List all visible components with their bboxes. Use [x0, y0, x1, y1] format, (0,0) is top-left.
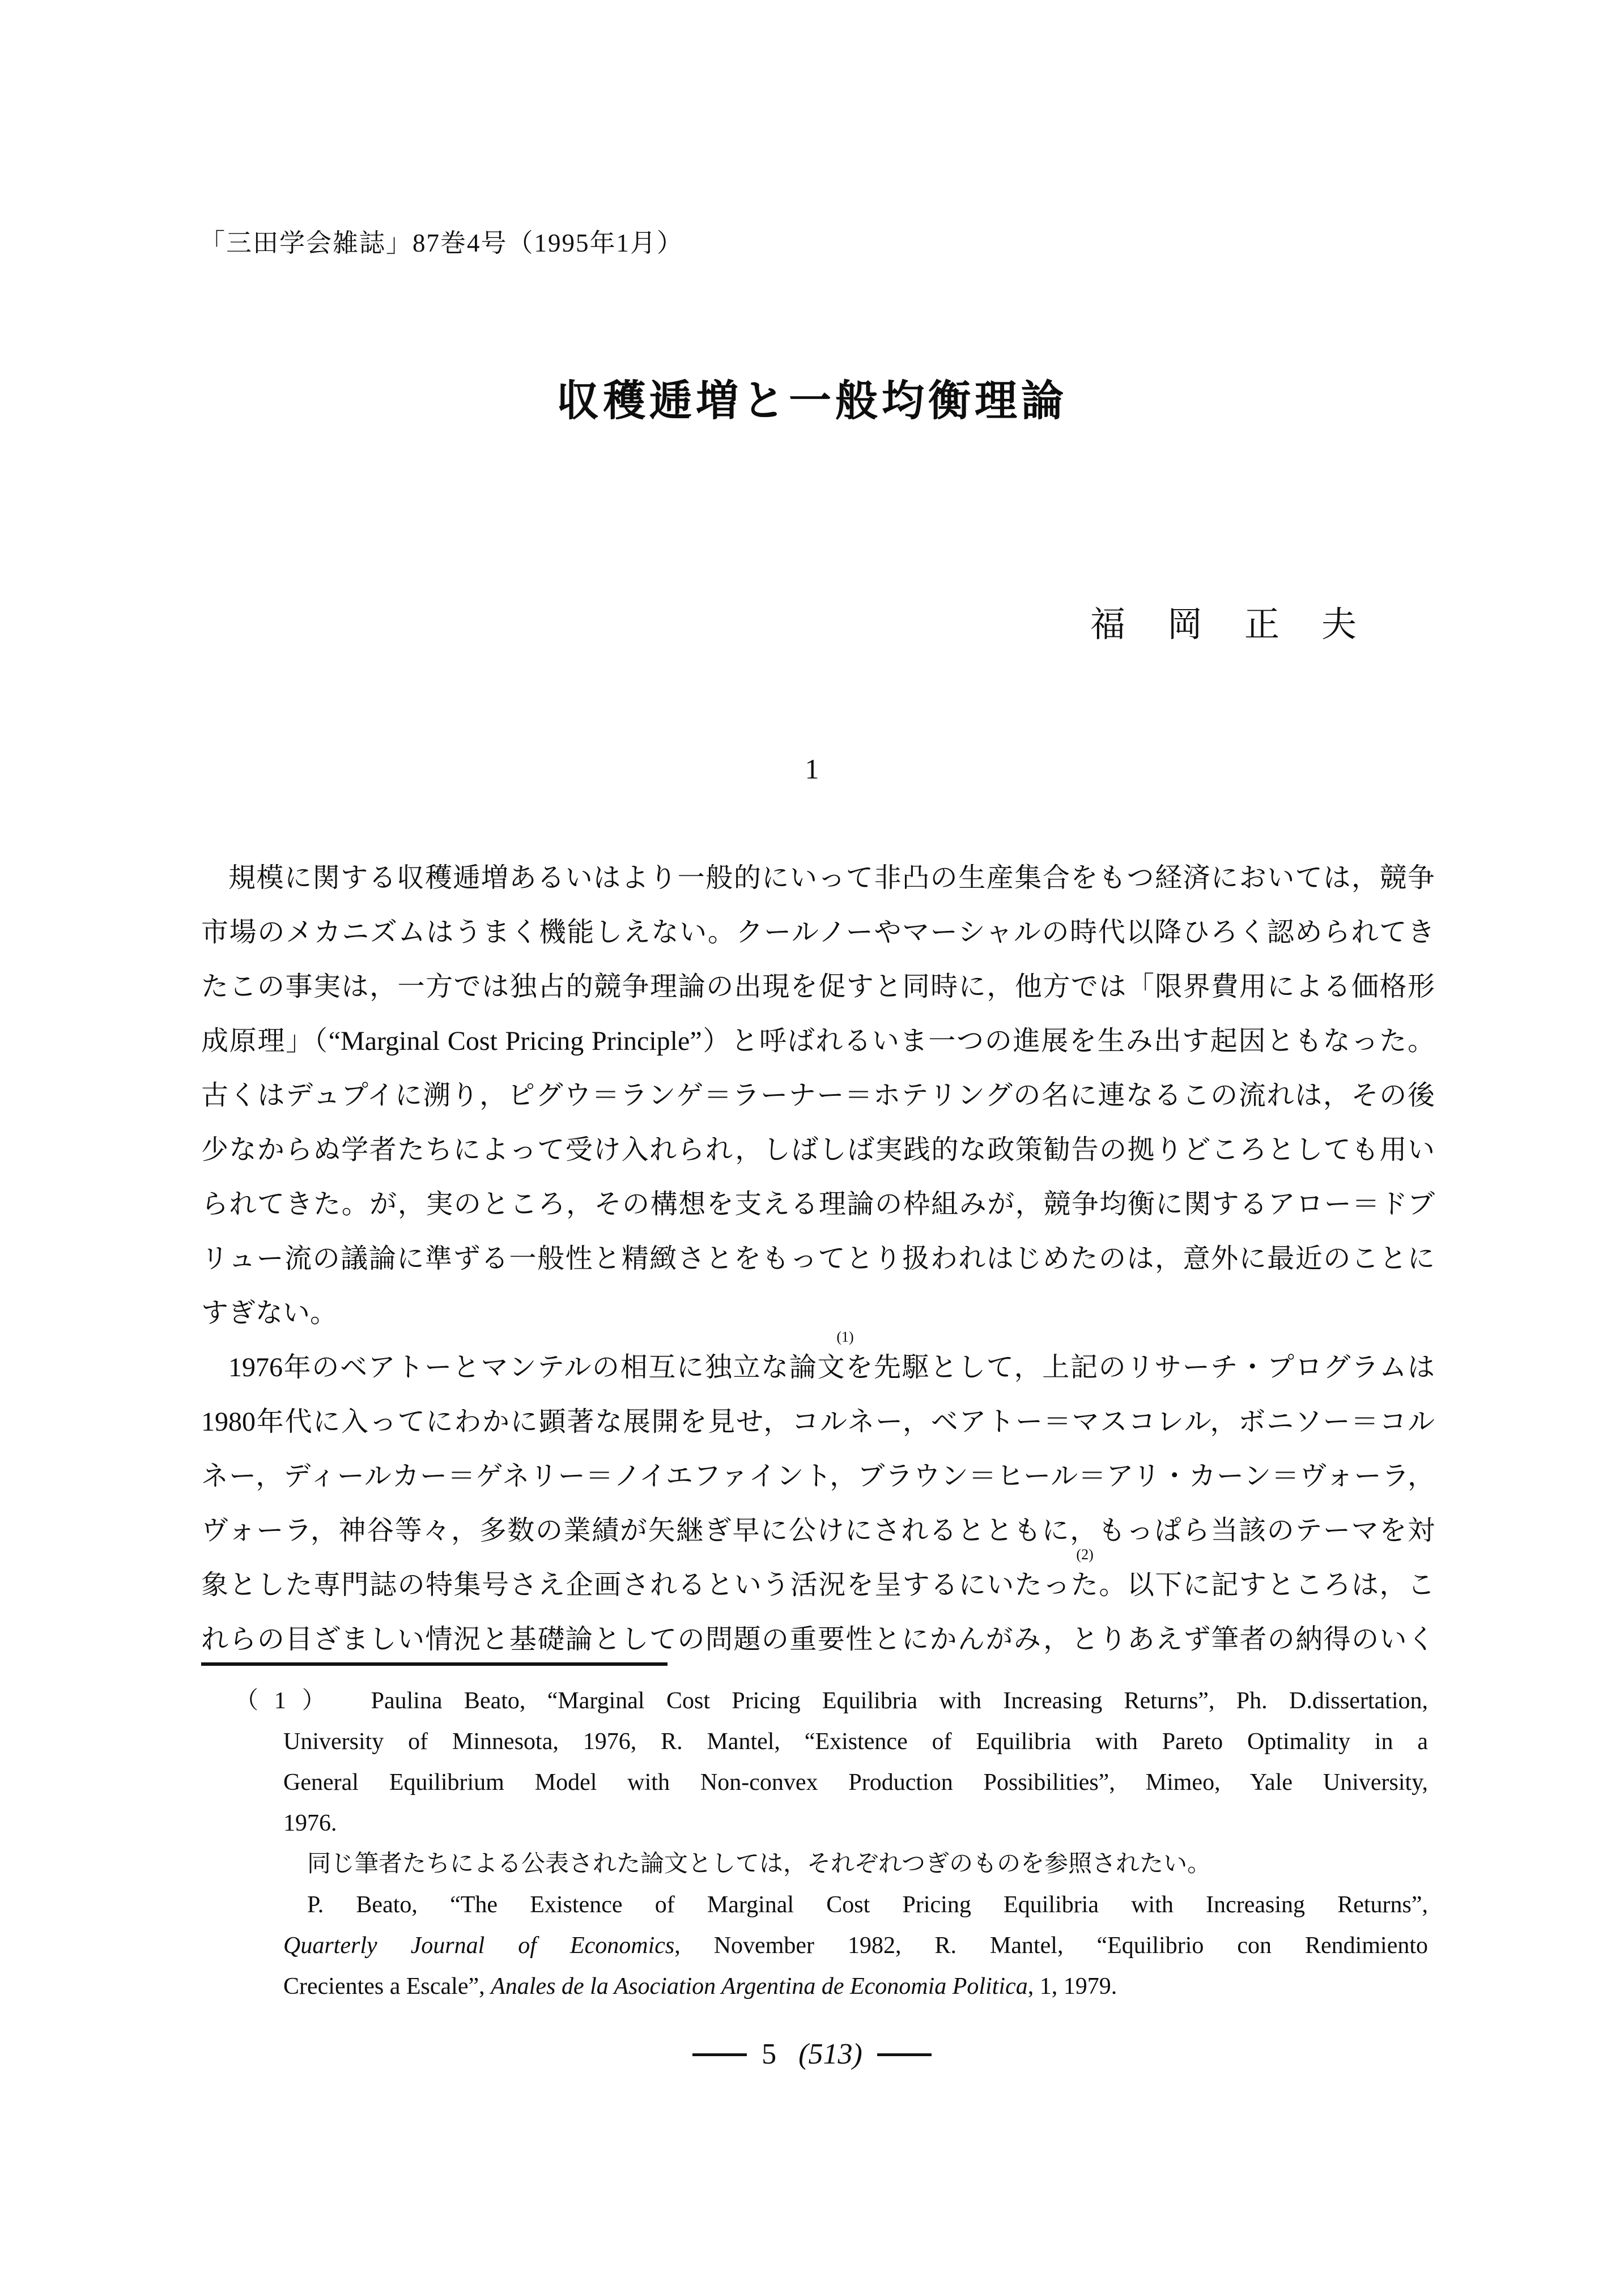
- body-line: られてきた。が，実のところ，その構想を支える理論の枠組みが，競争均衡に関するアロー＝ドブ: [201, 1189, 1435, 1219]
- body-line: すぎない。: [201, 1298, 338, 1328]
- section-number: 1: [805, 753, 819, 785]
- footnote-number-label: （1）: [235, 1688, 342, 1714]
- footnote-line: University of Minnesota, 1976, R. Mantel, “Existence of Equilibria with Pareto Optimality in a: [283, 1729, 1428, 1755]
- footnote-ref-2-base: た: [1070, 1570, 1099, 1600]
- footnote-line: 1976.: [283, 1810, 337, 1836]
- body-line: 成原理」（“Marginal Cost Pricing Principle”）と呼ばれるいま一つの進展を生み出す起因ともなった。: [201, 1026, 1435, 1056]
- footnote-separator-rule: [201, 1662, 668, 1666]
- footnote-ref-1: (1): [836, 1329, 854, 1345]
- journal-title-italic: Anales de la Asociation Argentina de Economia Politica: [491, 1973, 1028, 2000]
- body-line: [201, 1546, 1435, 1613]
- body-line: 古くはデュプイに溯り，ピグウ＝ランゲ＝ラーナー＝ホテリングの名に連なるこの流れは，その後: [201, 1080, 1435, 1111]
- footnote-text: , November 1982, R. Mantel, “Equilibrio con Rendimiento: [674, 1933, 1429, 1959]
- footnote-line: General Equilibrium Model with Non-convex Production Possibilities”, Mimeo, Yale University,: [283, 1769, 1428, 1796]
- body-line-text: 。以下に記すところは，こ: [1099, 1570, 1435, 1600]
- footnote-line: P. Beato, “The Existence of Marginal Cost Pricing Equilibria with Increasing Returns”,: [307, 1892, 1428, 1918]
- body-line: 規模に関する収穫逓増あるいはより一般的にいって非凸の生産集合をもつ経済においては，競争: [228, 863, 1435, 893]
- footnote-line: 同じ筆者たちによる公表された論文としては，それぞれつぎのものを参照されたい。: [307, 1851, 1211, 1877]
- footnotes-block: [235, 1681, 1429, 2007]
- footnote-text: Crecientes a Escale”,: [283, 1973, 491, 2000]
- body-line-text: 1976年のベアトーとマンテルの相互に独立な論: [228, 1352, 818, 1382]
- body-line: たこの事実は，一方では独占的競争理論の出現を促すと同時に，他方では「限界費用による価格形: [201, 972, 1435, 1002]
- footnote-ref-2: (2): [1076, 1546, 1094, 1563]
- body-paragraphs: [201, 851, 1435, 1667]
- body-line-text: を先駆として，上記のリサーチ・プログラムは: [845, 1352, 1435, 1382]
- body-line: リュー流の議論に準ずる一般性と精緻さとをもってとり扱われはじめたのは，意外に最近のことに: [201, 1244, 1435, 1274]
- footnote-text: , 1, 1979.: [1027, 1973, 1117, 2000]
- footnote-line: [235, 1681, 1428, 1721]
- footnote-ref-1-base: 文: [817, 1352, 846, 1382]
- author-name: 福 岡 正 夫: [1090, 606, 1360, 644]
- journal-title-italic: Quarterly Journal of Economics: [283, 1933, 675, 1959]
- footnote-text: Paulina Beato, “Marginal Cost Pricing Equilibria with Increasing Returns”, Ph. D.dissertation,: [371, 1688, 1428, 1714]
- page-title: 収穫逓増と一般均衡理論: [556, 378, 1068, 425]
- body-line-text: 象とした専門誌の特集号さえ企画されるという活況を呈するにいたっ: [201, 1570, 1071, 1600]
- footer-rule-left: [692, 2053, 747, 2056]
- journal-header: 「三田学会雑誌」87巻4号（1995年1月）: [199, 229, 684, 257]
- body-line: れらの目ざましい情況と基礎論としての問題の重要性とにかんがみ，とりあえず筆者の納得のいく: [201, 1624, 1435, 1654]
- body-line: [201, 1329, 1435, 1395]
- body-line: 1980年代に入ってにわかに顕著な展開を見せ，コルネー，ベアトー＝マスコレル，ボニソー＝コル: [201, 1407, 1435, 1437]
- footnote-line: [283, 1966, 1428, 2007]
- footnote-ref-2-anchor: [1070, 1546, 1099, 1600]
- footnote-ref-1-anchor: [817, 1329, 854, 1382]
- footnote-line: [283, 1925, 1428, 1966]
- page-footer: [0, 2037, 1624, 2071]
- body-line: 少なからぬ学者たちによって受け入れられ，しばしば実践的な政策勧告の拠りどころとしても用い: [201, 1135, 1435, 1165]
- page-number: 5: [762, 2038, 777, 2070]
- footer-rule-right: [877, 2053, 932, 2056]
- running-page-number: (513): [798, 2038, 862, 2070]
- body-line: 市場のメカニズムはうまく機能しえない。クールノーやマーシャルの時代以降ひろく認められてき: [201, 917, 1435, 947]
- body-line: ネー，ディールカー＝ゲネリー＝ノイエファイント，ブラウン＝ヒール＝アリ・カーン＝ヴォーラ，: [201, 1461, 1435, 1491]
- body-line: ヴォーラ，神谷等々，多数の業績が矢継ぎ早に公けにされるとともに，もっぱら当該のテーマを対: [201, 1516, 1435, 1546]
